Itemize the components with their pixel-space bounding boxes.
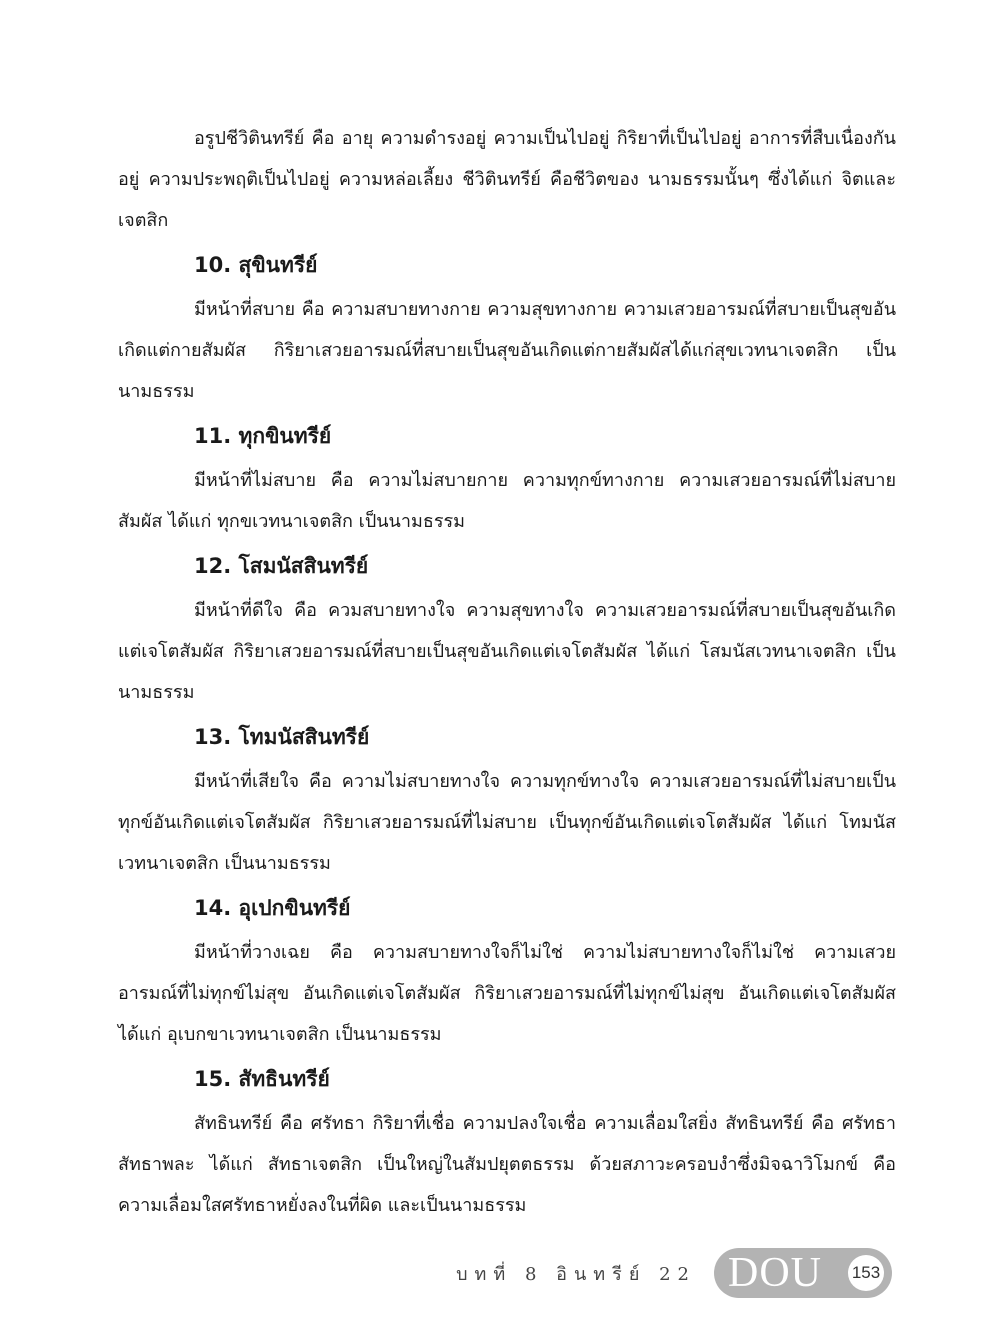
page-number: 153 [848, 1255, 884, 1291]
section-body-11: มีหน้าที่ไม่สบาย คือ ความไม่สบายกาย ความทุกข์ทางกาย ความเสวยอารมณ์ที่ไม่สบายสัมผัส ได้แก่ ทุกขเวทนาเจตสิก เป็นนามธรรม [118, 470, 896, 532]
section-body-10: มีหน้าที่สบาย คือ ความสบายทางกาย ความสุขทางกาย ความเสวยอารมณ์ที่สบายเป็นสุขอันเกิดแต่กายสัมผัส กิริยาเสวยอารมณ์ที่สบายเป็นสุขอันเกิดแต่กายสัมผัสได้แก่สุขเวทนาเจตสิก เป็นนามธรรม [118, 299, 896, 402]
section-body-13: มีหน้าที่เสียใจ คือ ความไม่สบายทางใจ ความทุกข์ทางใจ ความเสวยอารมณ์ที่ไม่สบายเป็นทุกข์อันเกิดแต่เจโตสัมผัส กิริยาเสวยอารมณ์ที่ไม่สบาย เป็นทุกข์อันเกิดแต่เจโตสัมผัส ได้แก่ โทมนัสเวทนาเจตสิก เป็นนามธรรม [118, 771, 896, 874]
section-heading-13: 13. โทมนัสสินทรีย์ [194, 725, 370, 749]
section-body-14: มีหน้าที่วางเฉย คือ ความสบายทางใจก็ไม่ใช่ ความไม่สบายทางใจก็ไม่ใช่ ความเสวยอารมณ์ที่ไม่ทุกข์ไม่สุข อันเกิดแต่เจโตสัมผัส กิริยาเสวยอารมณ์ที่ไม่ทุกข์ไม่สุข อันเกิดแต่เจโตสัมผัส ได้แก่ อุเบกขาเวทนาเจตสิก เป็นนามธรรม [118, 942, 896, 1045]
section-body-15: สัทธินทรีย์ คือ ศรัทธา กิริยาที่เชื่อ ความปลงใจเชื่อ ความเลื่อมใสยิ่ง สัทธินทรีย์ คือ ศรัทธา สัทธาพละ ได้แก่ สัทธาเจตสิก เป็นใหญ่ในสัมปยุตตธรรม ด้วยสภาวะครอบงำซึ่งมิจฉาวิโมกข์ คือ ความเลื่อมใสศรัทธาหยั่งลงในที่ผิด และเป็นนามธรรม [118, 1113, 896, 1216]
dou-badge [714, 1248, 892, 1298]
page-footer [456, 1248, 892, 1298]
section-heading-15: 15. สัทธินทรีย์ [194, 1067, 330, 1091]
dou-logo: DOU [728, 1250, 822, 1296]
section-heading-14: 14. อุเปกขินทรีย์ [194, 896, 351, 920]
section-heading-10: 10. สุขินทรีย์ [194, 253, 318, 277]
section-heading-12: 12. โสมนัสสินทรีย์ [194, 554, 369, 578]
chapter-label: บทที่ 8 อินทรีย์ 22 [456, 1263, 696, 1285]
intro-paragraph: อรูปชีวิตินทรีย์ คือ อายุ ความดำรงอยู่ ความเป็นไปอยู่ กิริยาที่เป็นไปอยู่ อาการที่สืบเนื่องกันอยู่ ความประพฤติเป็นไปอยู่ ความหล่อเลี้ยง ชีวิตินทรีย์ คือชีวิตของ นามธรรมนั้นๆ ซึ่งได้แก่ จิตและเจตสิก [118, 128, 896, 231]
section-body-12: มีหน้าที่ดีใจ คือ ควมสบายทางใจ ความสุขทางใจ ความเสวยอารมณ์ที่สบายเป็นสุขอันเกิดแต่เจโตสัมผัส กิริยาเสวยอารมณ์ที่สบายเป็นสุขอันเกิดแต่เจโตสัมผัส ได้แก่ โสมนัสเวทนาเจตสิก เป็นนามธรรม [118, 600, 896, 703]
page-body [118, 118, 896, 1226]
section-heading-11: 11. ทุกขินทรีย์ [194, 424, 332, 448]
